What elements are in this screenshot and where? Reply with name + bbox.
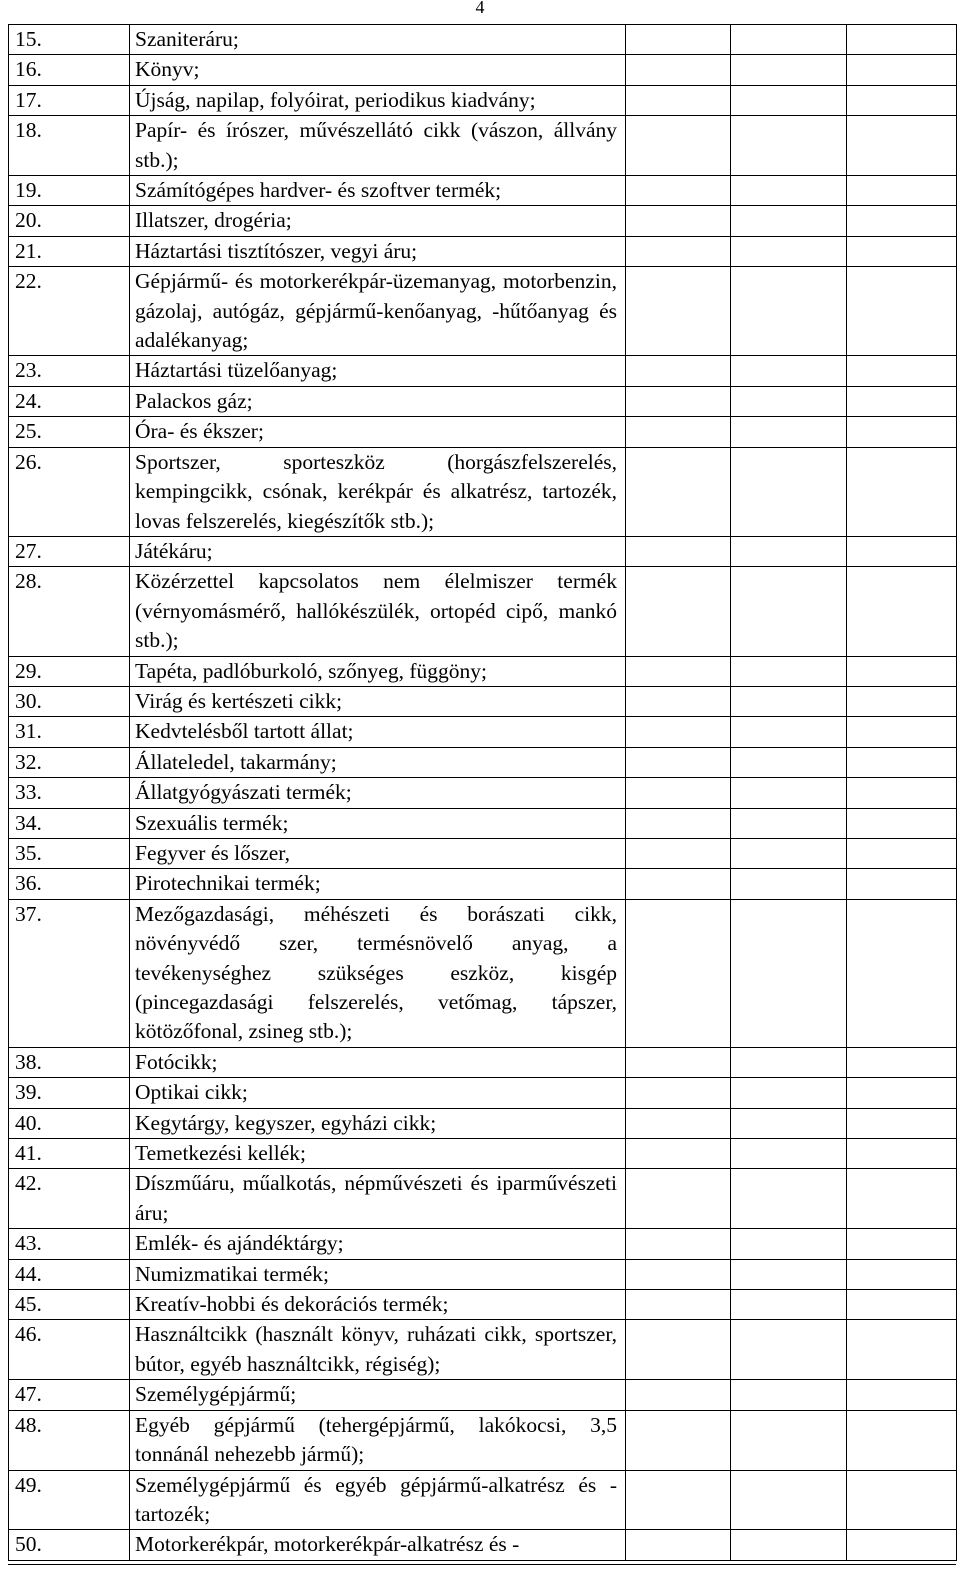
item-number: 16.: [9, 55, 130, 85]
item-number: 20.: [9, 206, 130, 236]
mark-cell[interactable]: [731, 1169, 847, 1229]
table-row: [9, 206, 957, 236]
mark-cell[interactable]: [847, 536, 957, 566]
mark-cell[interactable]: [847, 176, 957, 206]
table-row: [9, 176, 957, 206]
mark-cell[interactable]: [626, 1320, 731, 1380]
mark-cell[interactable]: [731, 1320, 847, 1380]
table-row: [9, 1259, 957, 1289]
activity-table: [8, 24, 957, 1561]
mark-cell[interactable]: [626, 55, 731, 85]
table-row: [9, 717, 957, 747]
mark-cell[interactable]: [731, 417, 847, 447]
mark-cell[interactable]: [731, 55, 847, 85]
item-number: 28.: [9, 567, 130, 656]
item-description: Állateledel, takarmány;: [130, 747, 626, 777]
mark-cell[interactable]: [731, 1470, 847, 1530]
mark-cell[interactable]: [731, 267, 847, 356]
item-number: 30.: [9, 686, 130, 716]
mark-cell[interactable]: [626, 1380, 731, 1410]
table-row: [9, 55, 957, 85]
mark-cell[interactable]: [731, 25, 847, 55]
item-description: Személygépjármű és egyéb gépjármű-alkatrész és -tartozék;: [130, 1470, 626, 1530]
item-description: Óra- és ékszer;: [130, 417, 626, 447]
mark-cell[interactable]: [626, 1290, 731, 1320]
table-row: [9, 656, 957, 686]
mark-cell[interactable]: [847, 747, 957, 777]
item-number: 42.: [9, 1169, 130, 1229]
mark-cell[interactable]: [847, 808, 957, 838]
table-row: [9, 1290, 957, 1320]
item-description: Fotócikk;: [130, 1047, 626, 1077]
mark-cell[interactable]: [847, 838, 957, 868]
table-row: [9, 1047, 957, 1077]
mark-cell[interactable]: [626, 1139, 731, 1169]
item-description: Használtcikk (használt könyv, ruházati cikk, sportszer, bútor, egyéb használtcikk, régiség);: [130, 1320, 626, 1380]
item-description: Pirotechnikai termék;: [130, 869, 626, 899]
mark-cell[interactable]: [731, 899, 847, 1047]
mark-cell[interactable]: [731, 1229, 847, 1259]
mark-cell[interactable]: [731, 116, 847, 176]
item-description: Emlék- és ajándéktárgy;: [130, 1229, 626, 1259]
table-row: [9, 386, 957, 416]
mark-cell[interactable]: [847, 1320, 957, 1380]
mark-cell[interactable]: [731, 176, 847, 206]
page-number: 4: [475, 0, 485, 17]
mark-cell[interactable]: [847, 206, 957, 236]
item-description: Kedvtelésből tartott állat;: [130, 717, 626, 747]
item-description: Személygépjármű;: [130, 1380, 626, 1410]
table-row: [9, 1078, 957, 1108]
mark-cell[interactable]: [626, 567, 731, 656]
item-description: Virág és kertészeti cikk;: [130, 686, 626, 716]
mark-cell[interactable]: [847, 116, 957, 176]
mark-cell[interactable]: [626, 1259, 731, 1289]
item-description: Újság, napilap, folyóirat, periodikus kiadvány;: [130, 85, 626, 115]
mark-cell[interactable]: [731, 656, 847, 686]
table-row: [9, 447, 957, 536]
mark-cell[interactable]: [847, 778, 957, 808]
item-number: 47.: [9, 1380, 130, 1410]
mark-cell[interactable]: [626, 1470, 731, 1530]
mark-cell[interactable]: [626, 778, 731, 808]
mark-cell[interactable]: [626, 1078, 731, 1108]
table-row: [9, 1169, 957, 1229]
mark-cell[interactable]: [731, 85, 847, 115]
mark-cell[interactable]: [847, 1169, 957, 1229]
mark-cell[interactable]: [731, 1290, 847, 1320]
mark-cell[interactable]: [626, 386, 731, 416]
mark-cell[interactable]: [731, 1380, 847, 1410]
item-number: 31.: [9, 717, 130, 747]
item-number: 43.: [9, 1229, 130, 1259]
mark-cell[interactable]: [731, 838, 847, 868]
item-description: Temetkezési kellék;: [130, 1139, 626, 1169]
item-description: Motorkerékpár, motorkerékpár-alkatrész és -: [130, 1530, 626, 1560]
mark-cell[interactable]: [626, 447, 731, 536]
mark-cell[interactable]: [626, 1047, 731, 1077]
mark-cell[interactable]: [847, 25, 957, 55]
table-row: [9, 778, 957, 808]
item-description: Könyv;: [130, 55, 626, 85]
mark-cell[interactable]: [626, 838, 731, 868]
item-number: 34.: [9, 808, 130, 838]
table-row: [9, 1410, 957, 1470]
mark-cell[interactable]: [731, 808, 847, 838]
mark-cell[interactable]: [847, 267, 957, 356]
item-number: 18.: [9, 116, 130, 176]
item-number: 46.: [9, 1320, 130, 1380]
item-description: Mezőgazdasági, méhészeti és borászati cikk, növényvédő szer, termésnövelő anyag, a tevékenységhez szükséges eszköz, kisgép (pincegazdasági felszerelés, vetőmag, tápszer, kötözőfonal, zsineg stb.);: [130, 899, 626, 1047]
mark-cell[interactable]: [847, 1078, 957, 1108]
item-description: Egyéb gépjármű (tehergépjármű, lakókocsi, 3,5 tonnánál nehezebb jármű);: [130, 1410, 626, 1470]
mark-cell[interactable]: [847, 85, 957, 115]
item-number: 15.: [9, 25, 130, 55]
mark-cell[interactable]: [847, 1530, 957, 1560]
mark-cell[interactable]: [626, 206, 731, 236]
mark-cell[interactable]: [847, 1108, 957, 1138]
item-number: 35.: [9, 838, 130, 868]
mark-cell[interactable]: [847, 1410, 957, 1470]
mark-cell[interactable]: [847, 1229, 957, 1259]
mark-cell[interactable]: [626, 536, 731, 566]
mark-cell[interactable]: [731, 1410, 847, 1470]
mark-cell[interactable]: [847, 656, 957, 686]
item-description: Papír- és írószer, művészellátó cikk (vászon, állvány stb.);: [130, 116, 626, 176]
mark-cell[interactable]: [626, 747, 731, 777]
mark-cell[interactable]: [847, 567, 957, 656]
mark-cell[interactable]: [847, 1380, 957, 1410]
table-row: [9, 116, 957, 176]
table-row: [9, 536, 957, 566]
table-row: [9, 85, 957, 115]
mark-cell[interactable]: [626, 236, 731, 266]
mark-cell[interactable]: [731, 869, 847, 899]
mark-cell[interactable]: [626, 176, 731, 206]
mark-cell[interactable]: [626, 116, 731, 176]
item-number: 41.: [9, 1139, 130, 1169]
item-description: Háztartási tüzelőanyag;: [130, 356, 626, 386]
mark-cell[interactable]: [731, 1078, 847, 1108]
item-description: Díszműáru, műalkotás, népművészeti és iparművészeti áru;: [130, 1169, 626, 1229]
item-description: Közérzettel kapcsolatos nem élelmiszer termék (vérnyomásmérő, hallókészülék, ortopéd cipő, mankó stb.);: [130, 567, 626, 656]
table-row: [9, 869, 957, 899]
mark-cell[interactable]: [847, 356, 957, 386]
item-description: Szexuális termék;: [130, 808, 626, 838]
item-number: 33.: [9, 778, 130, 808]
item-description: Állatgyógyászati termék;: [130, 778, 626, 808]
item-number: 19.: [9, 176, 130, 206]
item-number: 32.: [9, 747, 130, 777]
mark-cell[interactable]: [626, 1229, 731, 1259]
item-description: Háztartási tisztítószer, vegyi áru;: [130, 236, 626, 266]
table-row: [9, 1530, 957, 1560]
table-row: [9, 236, 957, 266]
table-row: [9, 567, 957, 656]
item-number: 24.: [9, 386, 130, 416]
mark-cell[interactable]: [731, 778, 847, 808]
item-number: 45.: [9, 1290, 130, 1320]
item-description: Játékáru;: [130, 536, 626, 566]
item-description: Optikai cikk;: [130, 1078, 626, 1108]
activity-table-body: [9, 25, 957, 1561]
mark-cell[interactable]: [626, 686, 731, 716]
mark-cell[interactable]: [731, 686, 847, 716]
item-number: 26.: [9, 447, 130, 536]
mark-cell[interactable]: [847, 717, 957, 747]
mark-cell[interactable]: [626, 1530, 731, 1560]
table-row: [9, 808, 957, 838]
mark-cell[interactable]: [626, 717, 731, 747]
mark-cell[interactable]: [847, 447, 957, 536]
item-description: Szaniteráru;: [130, 25, 626, 55]
mark-cell[interactable]: [626, 656, 731, 686]
item-description: Kegytárgy, kegyszer, egyházi cikk;: [130, 1108, 626, 1138]
item-number: 38.: [9, 1047, 130, 1077]
item-number: 48.: [9, 1410, 130, 1470]
mark-cell[interactable]: [731, 386, 847, 416]
table-row: [9, 1470, 957, 1530]
table-row: [9, 1380, 957, 1410]
mark-cell[interactable]: [847, 686, 957, 716]
mark-cell[interactable]: [731, 717, 847, 747]
table-row: [9, 356, 957, 386]
item-number: 17.: [9, 85, 130, 115]
mark-cell[interactable]: [847, 55, 957, 85]
table-row: [9, 686, 957, 716]
item-number: 37.: [9, 899, 130, 1047]
mark-cell[interactable]: [847, 869, 957, 899]
item-number: 49.: [9, 1470, 130, 1530]
mark-cell[interactable]: [731, 447, 847, 536]
table-row: [9, 1108, 957, 1138]
item-number: 23.: [9, 356, 130, 386]
mark-cell[interactable]: [731, 1139, 847, 1169]
mark-cell[interactable]: [847, 899, 957, 1047]
mark-cell[interactable]: [626, 25, 731, 55]
mark-cell[interactable]: [731, 236, 847, 266]
item-description: Tapéta, padlóburkoló, szőnyeg, függöny;: [130, 656, 626, 686]
item-description: Gépjármű- és motorkerékpár-üzemanyag, motorbenzin, gázolaj, autógáz, gépjármű-kenőanyag, -hűtőanyag és adalékanyag;: [130, 267, 626, 356]
mark-cell[interactable]: [626, 1410, 731, 1470]
item-description: Kreatív-hobbi és dekorációs termék;: [130, 1290, 626, 1320]
item-number: 22.: [9, 267, 130, 356]
table-row: [9, 1320, 957, 1380]
mark-cell[interactable]: [731, 356, 847, 386]
item-number: 44.: [9, 1259, 130, 1289]
item-number: 25.: [9, 417, 130, 447]
mark-cell[interactable]: [847, 1139, 957, 1169]
table-row: [9, 25, 957, 55]
mark-cell[interactable]: [731, 1530, 847, 1560]
item-number: 50.: [9, 1530, 130, 1560]
table-row: [9, 838, 957, 868]
table-row: [9, 1139, 957, 1169]
mark-cell[interactable]: [847, 1047, 957, 1077]
mark-cell[interactable]: [847, 1470, 957, 1530]
mark-cell[interactable]: [626, 85, 731, 115]
table-row: [9, 899, 957, 1047]
item-number: 40.: [9, 1108, 130, 1138]
mark-cell[interactable]: [847, 386, 957, 416]
mark-cell[interactable]: [731, 567, 847, 656]
mark-cell[interactable]: [626, 417, 731, 447]
item-number: 27.: [9, 536, 130, 566]
mark-cell[interactable]: [731, 206, 847, 236]
mark-cell[interactable]: [626, 267, 731, 356]
mark-cell[interactable]: [847, 1290, 957, 1320]
table-row: [9, 417, 957, 447]
mark-cell[interactable]: [626, 808, 731, 838]
table-row: [9, 267, 957, 356]
mark-cell[interactable]: [731, 747, 847, 777]
item-number: 21.: [9, 236, 130, 266]
item-description: Számítógépes hardver- és szoftver termék;: [130, 176, 626, 206]
mark-cell[interactable]: [731, 1108, 847, 1138]
item-description: Fegyver és lőszer,: [130, 838, 626, 868]
item-description: Palackos gáz;: [130, 386, 626, 416]
item-description: Sportszer, sporteszköz (horgászfelszerelés, kempingcikk, csónak, kerékpár és alkatrész, tartozék, lovas felszerelés, kiegészítők stb.);: [130, 447, 626, 536]
footer-rule: [8, 1560, 956, 1565]
mark-cell[interactable]: [626, 899, 731, 1047]
mark-cell[interactable]: [731, 1047, 847, 1077]
item-number: 39.: [9, 1078, 130, 1108]
mark-cell[interactable]: [847, 1259, 957, 1289]
mark-cell[interactable]: [626, 1169, 731, 1229]
item-number: 36.: [9, 869, 130, 899]
mark-cell[interactable]: [847, 417, 957, 447]
item-description: Numizmatikai termék;: [130, 1259, 626, 1289]
item-number: 29.: [9, 656, 130, 686]
mark-cell[interactable]: [626, 356, 731, 386]
table-row: [9, 747, 957, 777]
mark-cell[interactable]: [731, 1259, 847, 1289]
mark-cell[interactable]: [626, 1108, 731, 1138]
table-row: [9, 1229, 957, 1259]
mark-cell[interactable]: [847, 236, 957, 266]
mark-cell[interactable]: [626, 869, 731, 899]
mark-cell[interactable]: [731, 536, 847, 566]
item-description: Illatszer, drogéria;: [130, 206, 626, 236]
